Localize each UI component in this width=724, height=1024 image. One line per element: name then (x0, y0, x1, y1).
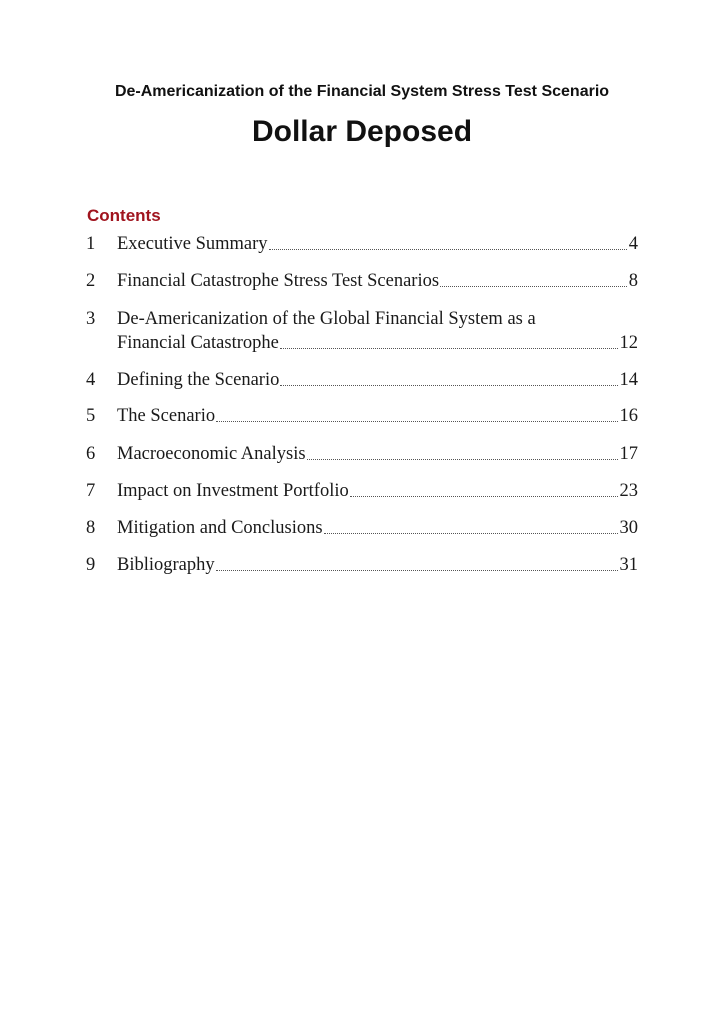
toc-entry-page: 8 (628, 271, 638, 291)
toc-entry-impact-on-investment-portfolio[interactable] (86, 481, 638, 507)
toc-entry-number: 8 (86, 518, 96, 538)
toc-entry-title: The Scenario (117, 406, 216, 426)
toc-entry-number: 3 (86, 309, 96, 329)
toc-entry-stress-test-scenarios[interactable] (86, 271, 638, 297)
toc-entry-number: 9 (86, 555, 96, 575)
toc-entry-number: 2 (86, 271, 96, 291)
toc-entry-bibliography[interactable] (86, 555, 638, 581)
toc-dot-leader (216, 421, 617, 422)
toc-entry-title: Macroeconomic Analysis (117, 444, 306, 464)
toc-entry-title: Financial Catastrophe Stress Test Scenarios (117, 271, 440, 291)
toc-entry-title: Defining the Scenario (117, 370, 280, 390)
toc-entry-title: Impact on Investment Portfolio (117, 481, 349, 501)
toc-entry-number: 5 (86, 406, 96, 426)
toc-entry-page: 31 (619, 555, 638, 575)
toc-entry-defining-the-scenario[interactable] (86, 370, 638, 396)
toc-dot-leader (280, 348, 618, 349)
toc-entry-title-line2: Financial Catastrophe (117, 333, 279, 353)
toc-entry-page: 17 (619, 444, 638, 464)
toc-entry-title: Bibliography (117, 555, 215, 575)
toc-entry-number: 7 (86, 481, 96, 501)
toc-dot-leader (440, 286, 627, 287)
toc-dot-leader (269, 249, 627, 250)
toc-entry-mitigation-and-conclusions[interactable] (86, 518, 638, 544)
document-title: Dollar Deposed (251, 115, 473, 148)
toc-dot-leader (216, 570, 618, 571)
document-subtitle: De-Americanization of the Financial System Stress Test Scenario (114, 83, 610, 100)
toc-entry-the-scenario[interactable] (86, 406, 638, 432)
toc-entry-number: 1 (86, 234, 96, 254)
toc-entry-number: 6 (86, 444, 96, 464)
toc-entry-page: 14 (619, 370, 638, 390)
toc-entry-page: 4 (628, 234, 638, 254)
toc-entry-macroeconomic-analysis[interactable] (86, 444, 638, 470)
toc-entry-number: 4 (86, 370, 96, 390)
toc-dot-leader (324, 533, 618, 534)
toc-entry-title: Mitigation and Conclusions (117, 518, 323, 538)
toc-entry-de-americanization[interactable] (86, 309, 638, 361)
toc-entry-page: 12 (619, 333, 638, 353)
toc-entry-page: 23 (619, 481, 638, 501)
toc-entry-title: Executive Summary (117, 234, 268, 254)
toc-entry-executive-summary[interactable] (86, 234, 638, 260)
contents-heading: Contents (87, 206, 161, 225)
toc-entry-page: 16 (619, 406, 638, 426)
toc-dot-leader (307, 459, 618, 460)
toc-entry-title-line1: De-Americanization of the Global Financial System as a (117, 309, 536, 329)
toc-dot-leader (280, 385, 617, 386)
toc-entry-page: 30 (619, 518, 638, 538)
toc-dot-leader (350, 496, 618, 497)
